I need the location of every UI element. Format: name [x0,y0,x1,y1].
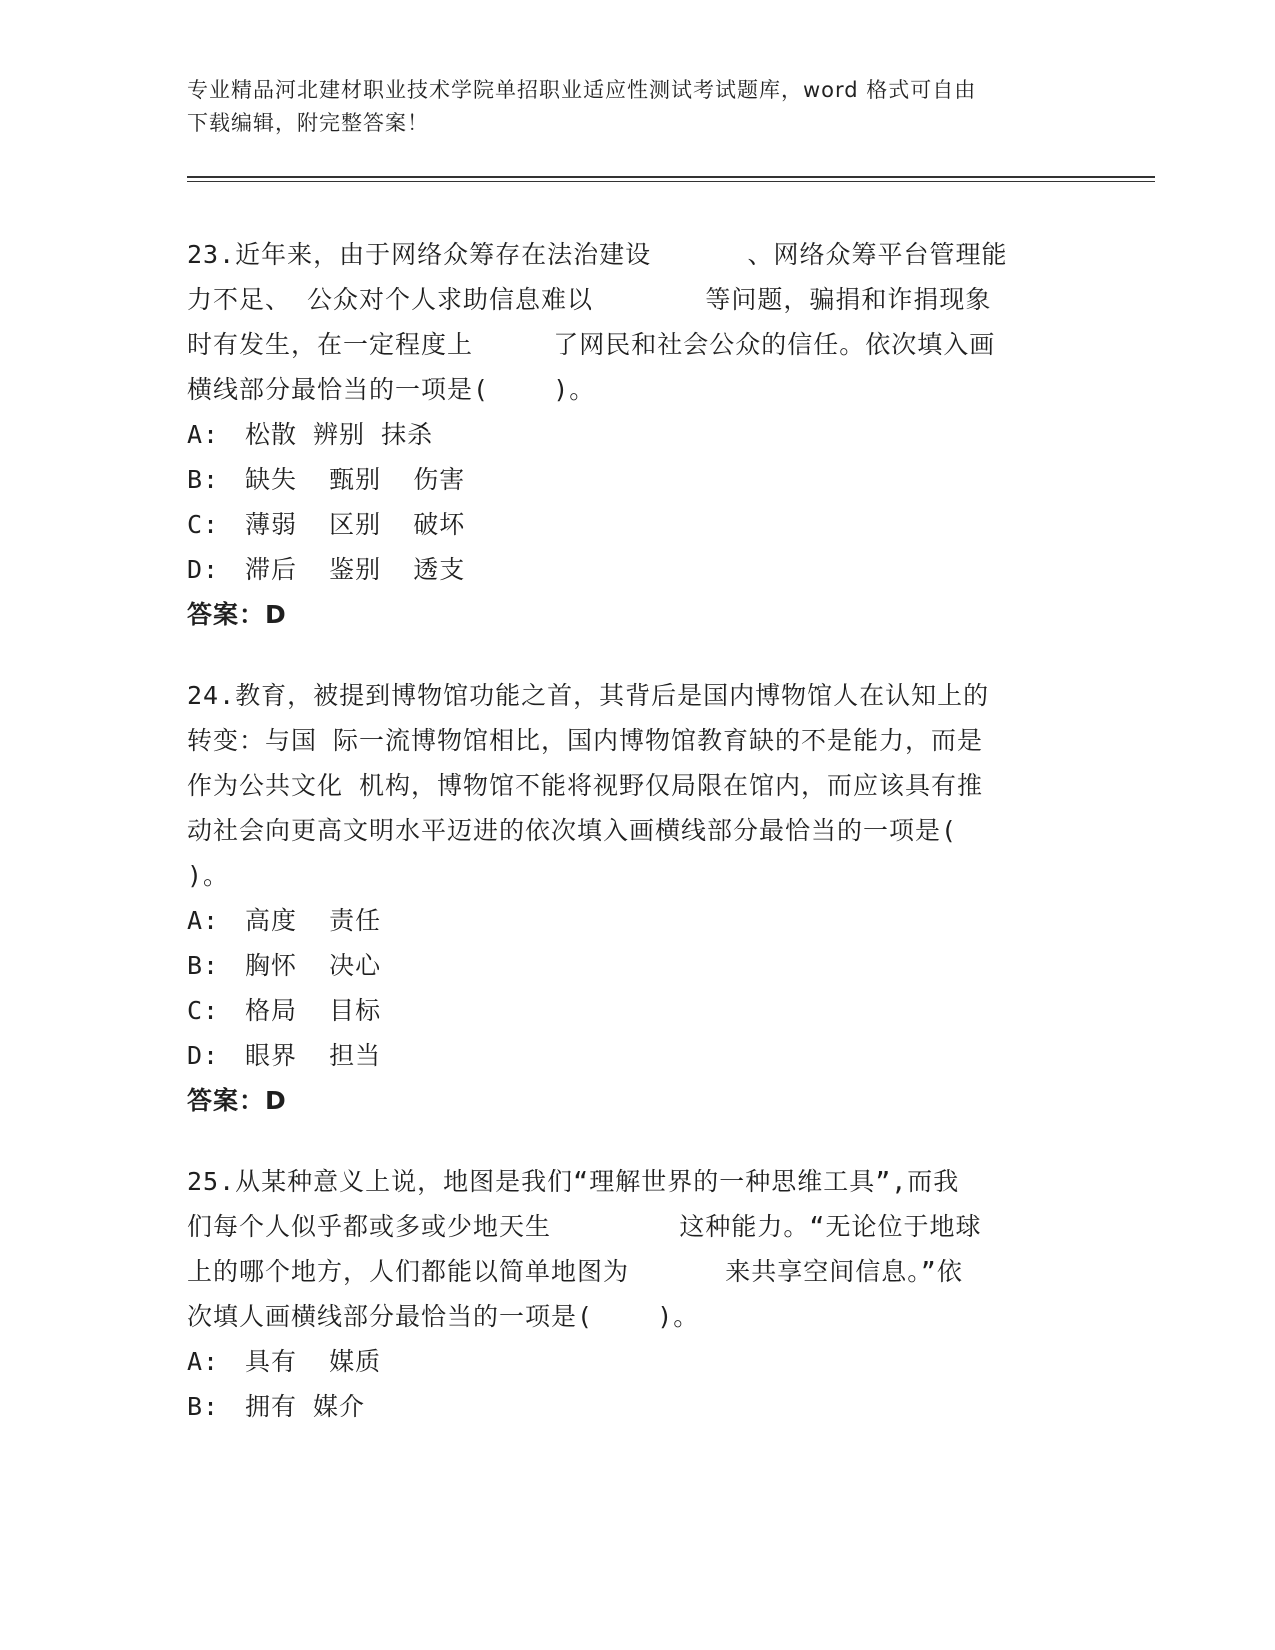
question-stem-line: 上的哪个地方，人们都能以简单地图为 来共享空间信息。”依 [187,1257,963,1286]
option-key: A: [187,1347,220,1376]
option-b [187,457,1087,502]
question-list [187,232,1087,1465]
option-text: 松散 辨别 抹杀 [245,420,434,449]
page-header [187,74,1067,140]
option-key: B: [187,465,220,494]
answer-line: 答案：D [187,1086,287,1115]
option-c [187,988,1087,1033]
question-stem-line: 动社会向更高文明水平迈进的依次填入画横线部分最恰当的一项是( [187,816,958,845]
header-line-2: 下载编辑，附完整答案！ [187,111,429,135]
header-line-1: 专业精品河北建材职业技术学院单招职业适应性测试考试题库，word 格式可自由 [187,78,977,102]
option-key: D: [187,1041,220,1070]
option-key: A: [187,906,220,935]
option-b [187,1384,1087,1429]
option-key: A: [187,420,220,449]
option-a [187,1339,1087,1384]
option-c [187,502,1087,547]
question-stem-line: 时有发生，在一定程度上 了网民和社会公众的信任。依次填入画 [187,330,996,359]
option-a [187,412,1087,457]
option-text: 格局 目标 [245,996,382,1025]
option-text: 滞后 鉴别 透支 [245,555,466,584]
question-stem-line: 次填人画横线部分最恰当的一项是( )。 [187,1302,700,1331]
question-stem-line: 横线部分最恰当的一项是( )。 [187,375,596,404]
option-d [187,547,1087,592]
header-rule-thin [187,181,1155,182]
option-key: D: [187,555,220,584]
option-text: 具有 媒质 [245,1347,382,1376]
option-d [187,1033,1087,1078]
question-stem-line: 24.教育，被提到博物馆功能之首，其背后是国内博物馆人在认知上的 [187,681,990,710]
question-stem-line: 作为公共文化 机构，博物馆不能将视野仅局限在馆内，而应该具有推 [187,771,984,800]
question-stem-line: 力不足、 公众对个人求助信息难以 等问题，骗捐和诈捐现象 [187,285,992,314]
option-key: B: [187,951,220,980]
question-stem-line: 25.从某种意义上说，地图是我们“理解世界的一种思维工具”,而我 [187,1167,960,1196]
option-b [187,943,1087,988]
option-text: 高度 责任 [245,906,382,935]
question-25 [187,1159,1087,1429]
header-rule-thick [187,176,1155,178]
option-text: 薄弱 区别 破坏 [245,510,466,539]
option-key: C: [187,996,220,1025]
question-24 [187,673,1087,1123]
option-text: 眼界 担当 [245,1041,382,1070]
option-a [187,898,1087,943]
option-text: 拥有 媒介 [245,1392,366,1421]
question-stem-line: )。 [187,861,230,890]
question-stem-line: 23.近年来，由于网络众筹存在法治建设 、网络众筹平台管理能 [187,240,1008,269]
answer-line: 答案：D [187,600,287,629]
option-key: C: [187,510,220,539]
option-text: 胸怀 决心 [245,951,382,980]
option-key: B: [187,1392,220,1421]
option-text: 缺失 甄别 伤害 [245,465,466,494]
question-23 [187,232,1087,637]
question-stem-line: 转变：与国 际一流博物馆相比，国内博物馆教育缺的不是能力，而是 [187,726,984,755]
question-stem-line: 们每个人似乎都或多或少地天生 这种能力。“无论位于地球 [187,1212,982,1241]
